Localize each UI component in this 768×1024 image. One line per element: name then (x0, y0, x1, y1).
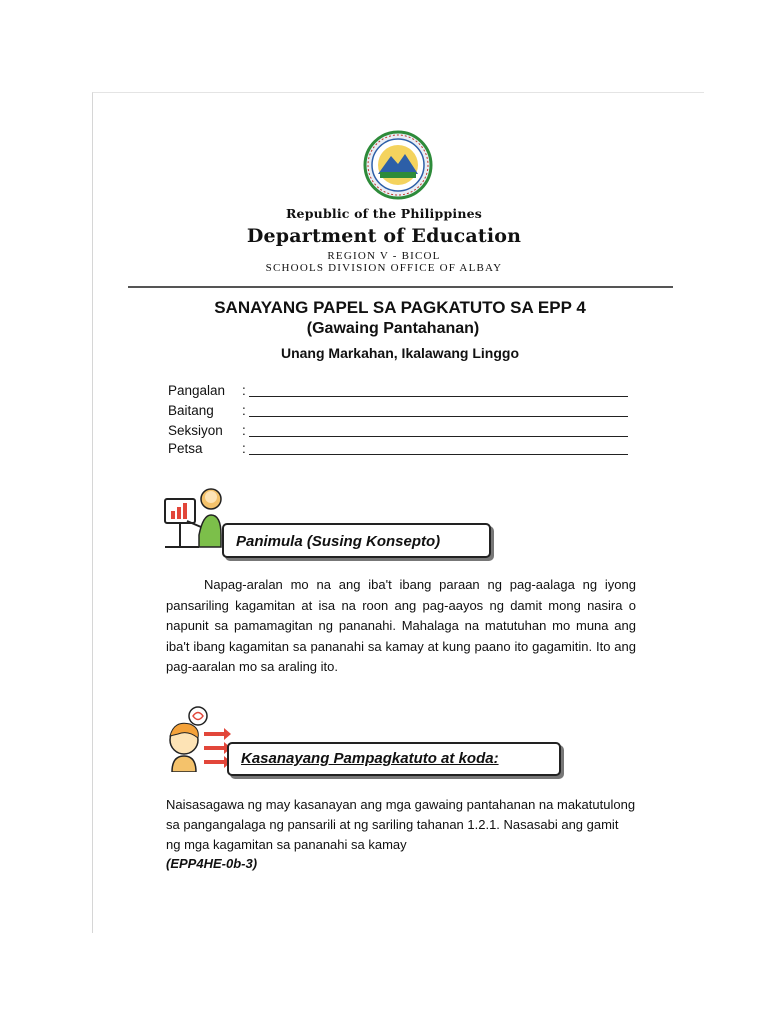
field-colon: : (242, 383, 246, 398)
date-field[interactable] (168, 441, 638, 459)
field-label: Seksiyon (168, 423, 223, 438)
section-field[interactable] (168, 423, 638, 441)
division-line: SCHOOLS DIVISION OFFICE OF ALBAY (265, 262, 503, 274)
field-label: Baitang (168, 403, 214, 418)
competency-paragraph (166, 795, 636, 874)
blank-line[interactable] (249, 416, 628, 417)
section-heading-competency (227, 742, 561, 776)
presenter-chart-icon (163, 487, 227, 553)
deped-seal-icon (363, 130, 433, 200)
document-title: SANAYANG PAPEL SA PAGKATUTO SA EPP 4 (214, 298, 586, 317)
intro-paragraph: Napag-aralan mo na ang iba't ibang paraan ng pag-aalaga ng iyong pansariling kagamitan at isa na roon ang pag-aayos ng damit mong nasira o napunit sa pamamagitan ng pananahi. Mahalaga na matutuhan mo muna ang iba't ibang kagamitan sa pananahi sa kamay at kung paano ito gagamitin. Ito ang pag-aaralan mo sa araling ito. (166, 577, 636, 674)
field-colon: : (242, 403, 246, 418)
republic-line: Republic of the Philippines (285, 206, 483, 221)
section-heading-text: Kasanayang Pampagkatuto at koda: (241, 750, 499, 767)
section-heading-intro (222, 523, 491, 558)
field-label: Petsa (168, 441, 203, 456)
quarter-week: Unang Markahan, Ikalawang Linggo (280, 345, 520, 361)
field-colon: : (242, 441, 246, 456)
competency-text: Naisasagawa ng may kasanayan ang mga gawaing pantahanan na makatutulong sa pangangalaga ng pansarili at ng sariling tahanan 1.2.1. Nasasabi ang gamit ng mga kagamitan sa pananahi sa kamay (166, 797, 636, 852)
section-heading-text: Panimula (Susing Konsepto) (236, 533, 441, 550)
field-colon: : (242, 423, 246, 438)
department-name: Department of Education (246, 225, 522, 247)
region-line: REGION V - BICOL (327, 250, 441, 262)
grade-field[interactable] (168, 403, 638, 421)
competency-code: (EPP4HE-0b-3) (166, 856, 258, 872)
blank-line[interactable] (249, 454, 628, 455)
blank-line[interactable] (249, 436, 628, 437)
field-label: Pangalan (168, 383, 226, 398)
blank-line[interactable] (249, 396, 628, 397)
document-subtitle: (Gawaing Pantahanan) (306, 320, 480, 337)
header-divider (128, 286, 673, 288)
name-field[interactable] (168, 383, 638, 401)
thinking-student-icon (166, 706, 232, 772)
